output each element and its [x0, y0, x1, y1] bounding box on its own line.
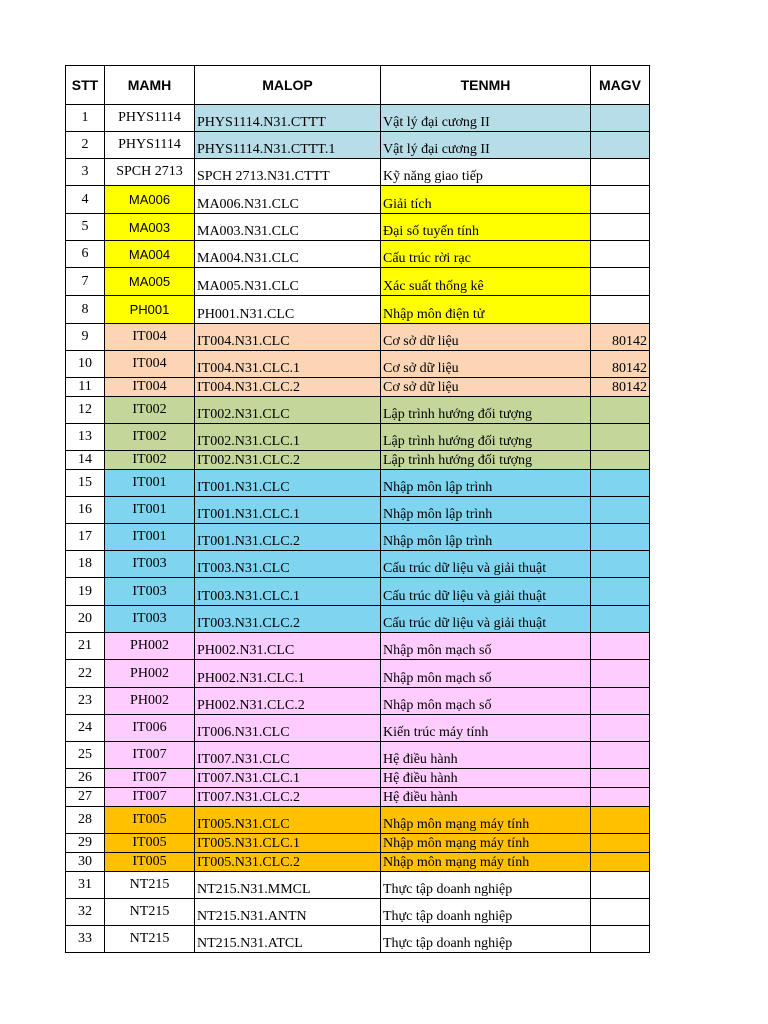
cell-tenmh: Giải tích: [381, 186, 591, 214]
table-row: [66, 159, 650, 186]
cell-mamh: PHYS1114: [105, 105, 195, 132]
cell-mamh: MA006: [105, 186, 195, 214]
cell-malop: IT005.N31.CLC: [195, 807, 381, 834]
cell-stt: 33: [66, 926, 105, 953]
cell-magv: [591, 834, 650, 853]
cell-magv: [591, 633, 650, 660]
table-row: [66, 926, 650, 953]
table-row: [66, 853, 650, 872]
cell-stt: 29: [66, 834, 105, 853]
cell-mamh: IT002: [105, 397, 195, 424]
cell-malop: MA006.N31.CLC: [195, 186, 381, 214]
cell-mamh: MA004: [105, 241, 195, 268]
cell-stt: 20: [66, 606, 105, 633]
cell-stt: 9: [66, 324, 105, 351]
cell-stt: 21: [66, 633, 105, 660]
cell-magv: [591, 899, 650, 926]
cell-malop: IT006.N31.CLC: [195, 715, 381, 742]
cell-tenmh: Vật lý đại cương II: [381, 132, 591, 159]
cell-malop: NT215.N31.ANTN: [195, 899, 381, 926]
cell-magv: [591, 451, 650, 470]
table-row: [66, 214, 650, 241]
cell-magv: [591, 578, 650, 606]
cell-tenmh: Hệ điều hành: [381, 742, 591, 769]
cell-magv: [591, 296, 650, 324]
cell-stt: 23: [66, 688, 105, 715]
cell-mamh: IT004: [105, 378, 195, 397]
table-row: [66, 788, 650, 807]
cell-tenmh: Thực tập doanh nghiệp: [381, 899, 591, 926]
cell-magv: [591, 159, 650, 186]
cell-malop: IT007.N31.CLC.1: [195, 769, 381, 788]
cell-mamh: IT003: [105, 578, 195, 606]
table-row: [66, 397, 650, 424]
cell-mamh: IT001: [105, 497, 195, 524]
cell-stt: 14: [66, 451, 105, 470]
cell-magv: [591, 497, 650, 524]
cell-stt: 2: [66, 132, 105, 159]
table-row: [66, 872, 650, 899]
cell-tenmh: Cơ sở dữ liệu: [381, 378, 591, 397]
cell-malop: IT002.N31.CLC.1: [195, 424, 381, 451]
cell-malop: IT001.N31.CLC.1: [195, 497, 381, 524]
cell-stt: 16: [66, 497, 105, 524]
cell-malop: NT215.N31.ATCL: [195, 926, 381, 953]
cell-mamh: PH001: [105, 296, 195, 324]
cell-malop: SPCH 2713.N31.CTTT: [195, 159, 381, 186]
cell-mamh: IT002: [105, 424, 195, 451]
cell-stt: 8: [66, 296, 105, 324]
table-row: [66, 715, 650, 742]
table-row: [66, 551, 650, 578]
table-row: [66, 899, 650, 926]
cell-stt: 4: [66, 186, 105, 214]
table-row: [66, 497, 650, 524]
table-row: [66, 324, 650, 351]
cell-stt: 28: [66, 807, 105, 834]
table-row: [66, 834, 650, 853]
cell-stt: 11: [66, 378, 105, 397]
cell-tenmh: Lập trình hướng đối tượng: [381, 424, 591, 451]
cell-stt: 3: [66, 159, 105, 186]
cell-tenmh: Thực tập doanh nghiệp: [381, 872, 591, 899]
cell-mamh: IT007: [105, 769, 195, 788]
cell-stt: 31: [66, 872, 105, 899]
cell-tenmh: Nhập môn mạng máy tính: [381, 834, 591, 853]
cell-magv: [591, 268, 650, 296]
table-row: [66, 132, 650, 159]
cell-stt: 5: [66, 214, 105, 241]
cell-mamh: PH002: [105, 660, 195, 688]
cell-malop: IT007.N31.CLC.2: [195, 788, 381, 807]
cell-tenmh: Nhập môn lập trình: [381, 497, 591, 524]
cell-mamh: IT006: [105, 715, 195, 742]
cell-mamh: MA003: [105, 214, 195, 241]
cell-stt: 18: [66, 551, 105, 578]
table-row: [66, 268, 650, 296]
cell-mamh: IT003: [105, 606, 195, 633]
cell-tenmh: Cơ sở dữ liệu: [381, 351, 591, 378]
cell-malop: IT003.N31.CLC.2: [195, 606, 381, 633]
cell-magv: [591, 186, 650, 214]
cell-mamh: IT004: [105, 351, 195, 378]
cell-mamh: NT215: [105, 872, 195, 899]
cell-magv: [591, 397, 650, 424]
cell-malop: PH002.N31.CLC: [195, 633, 381, 660]
cell-tenmh: Cơ sở dữ liệu: [381, 324, 591, 351]
table-row: [66, 296, 650, 324]
cell-stt: 26: [66, 769, 105, 788]
cell-tenmh: Nhập môn mạng máy tính: [381, 807, 591, 834]
cell-magv: [591, 606, 650, 633]
cell-tenmh: Cấu trúc dữ liệu và giải thuật: [381, 578, 591, 606]
table-body: [66, 105, 650, 953]
cell-magv: [591, 769, 650, 788]
table-row: [66, 378, 650, 397]
cell-mamh: IT004: [105, 324, 195, 351]
course-table: [65, 65, 650, 953]
cell-stt: 19: [66, 578, 105, 606]
cell-tenmh: Xác suất thống kê: [381, 268, 591, 296]
cell-mamh: NT215: [105, 926, 195, 953]
header-tenmh: TENMH: [381, 66, 591, 105]
cell-mamh: IT005: [105, 807, 195, 834]
cell-mamh: IT003: [105, 551, 195, 578]
cell-stt: 30: [66, 853, 105, 872]
cell-mamh: PHYS1114: [105, 132, 195, 159]
cell-malop: IT005.N31.CLC.1: [195, 834, 381, 853]
cell-malop: PH002.N31.CLC.2: [195, 688, 381, 715]
cell-magv: [591, 926, 650, 953]
cell-malop: IT003.N31.CLC.1: [195, 578, 381, 606]
cell-tenmh: Thực tập doanh nghiệp: [381, 926, 591, 953]
cell-mamh: IT001: [105, 524, 195, 551]
cell-magv: [591, 872, 650, 899]
cell-magv: 80142: [591, 378, 650, 397]
table-row: [66, 186, 650, 214]
cell-stt: 1: [66, 105, 105, 132]
table-row: [66, 688, 650, 715]
cell-tenmh: Hệ điều hành: [381, 788, 591, 807]
cell-tenmh: Nhập môn mạng máy tính: [381, 853, 591, 872]
cell-stt: 22: [66, 660, 105, 688]
cell-mamh: MA005: [105, 268, 195, 296]
header-stt: STT: [66, 66, 105, 105]
cell-stt: 25: [66, 742, 105, 769]
cell-tenmh: Nhập môn lập trình: [381, 470, 591, 497]
cell-tenmh: Lập trình hướng đối tượng: [381, 451, 591, 470]
cell-mamh: IT005: [105, 853, 195, 872]
cell-malop: IT007.N31.CLC: [195, 742, 381, 769]
cell-stt: 32: [66, 899, 105, 926]
cell-tenmh: Nhập môn lập trình: [381, 524, 591, 551]
cell-magv: [591, 807, 650, 834]
cell-magv: [591, 241, 650, 268]
cell-malop: IT001.N31.CLC: [195, 470, 381, 497]
cell-tenmh: Nhập môn điện tử: [381, 296, 591, 324]
cell-tenmh: Nhập môn mạch số: [381, 688, 591, 715]
table-row: [66, 807, 650, 834]
cell-tenmh: Nhập môn mạch số: [381, 633, 591, 660]
header-mamh: MAMH: [105, 66, 195, 105]
cell-malop: PH002.N31.CLC.1: [195, 660, 381, 688]
table-row: [66, 578, 650, 606]
cell-magv: [591, 742, 650, 769]
cell-malop: IT002.N31.CLC: [195, 397, 381, 424]
cell-magv: [591, 214, 650, 241]
table-row: [66, 451, 650, 470]
cell-malop: MA005.N31.CLC: [195, 268, 381, 296]
table-row: [66, 633, 650, 660]
cell-magv: [591, 105, 650, 132]
cell-malop: PH001.N31.CLC: [195, 296, 381, 324]
cell-mamh: IT007: [105, 742, 195, 769]
table-row: [66, 241, 650, 268]
cell-magv: [591, 788, 650, 807]
table-row: [66, 470, 650, 497]
cell-stt: 12: [66, 397, 105, 424]
cell-tenmh: Nhập môn mạch số: [381, 660, 591, 688]
cell-malop: IT004.N31.CLC.2: [195, 378, 381, 397]
table-row: [66, 660, 650, 688]
cell-malop: PHYS1114.N31.CTTT: [195, 105, 381, 132]
table-row: [66, 351, 650, 378]
table-row: [66, 742, 650, 769]
table-row: [66, 606, 650, 633]
cell-malop: MA003.N31.CLC: [195, 214, 381, 241]
cell-tenmh: Cấu trúc dữ liệu và giải thuật: [381, 551, 591, 578]
table-row: [66, 424, 650, 451]
cell-malop: NT215.N31.MMCL: [195, 872, 381, 899]
cell-magv: [591, 551, 650, 578]
cell-malop: IT004.N31.CLC: [195, 324, 381, 351]
cell-magv: [591, 132, 650, 159]
cell-magv: [591, 715, 650, 742]
cell-tenmh: Kỹ năng giao tiếp: [381, 159, 591, 186]
cell-tenmh: Cấu trúc rời rạc: [381, 241, 591, 268]
cell-tenmh: Đại số tuyến tính: [381, 214, 591, 241]
table-row: [66, 105, 650, 132]
cell-magv: [591, 470, 650, 497]
cell-magv: [591, 853, 650, 872]
header-malop: MALOP: [195, 66, 381, 105]
cell-stt: 17: [66, 524, 105, 551]
cell-malop: IT002.N31.CLC.2: [195, 451, 381, 470]
cell-stt: 15: [66, 470, 105, 497]
cell-malop: IT005.N31.CLC.2: [195, 853, 381, 872]
cell-stt: 13: [66, 424, 105, 451]
cell-mamh: IT007: [105, 788, 195, 807]
cell-malop: IT003.N31.CLC: [195, 551, 381, 578]
cell-malop: MA004.N31.CLC: [195, 241, 381, 268]
cell-tenmh: Hệ điều hành: [381, 769, 591, 788]
cell-mamh: NT215: [105, 899, 195, 926]
cell-magv: [591, 524, 650, 551]
cell-tenmh: Lập trình hướng đối tượng: [381, 397, 591, 424]
cell-magv: 80142: [591, 324, 650, 351]
cell-magv: [591, 424, 650, 451]
cell-mamh: IT001: [105, 470, 195, 497]
cell-mamh: IT005: [105, 834, 195, 853]
cell-tenmh: Cấu trúc dữ liệu và giải thuật: [381, 606, 591, 633]
cell-stt: 7: [66, 268, 105, 296]
cell-magv: 80142: [591, 351, 650, 378]
header-magv: MAGV: [591, 66, 650, 105]
table-row: [66, 769, 650, 788]
cell-tenmh: Kiến trúc máy tính: [381, 715, 591, 742]
cell-mamh: IT002: [105, 451, 195, 470]
cell-malop: PHYS1114.N31.CTTT.1: [195, 132, 381, 159]
cell-stt: 6: [66, 241, 105, 268]
cell-malop: IT004.N31.CLC.1: [195, 351, 381, 378]
cell-malop: IT001.N31.CLC.2: [195, 524, 381, 551]
cell-tenmh: Vật lý đại cương II: [381, 105, 591, 132]
cell-mamh: PH002: [105, 688, 195, 715]
cell-stt: 10: [66, 351, 105, 378]
cell-magv: [591, 688, 650, 715]
cell-magv: [591, 660, 650, 688]
cell-mamh: SPCH 2713: [105, 159, 195, 186]
table-row: [66, 524, 650, 551]
cell-mamh: PH002: [105, 633, 195, 660]
header-row: [66, 66, 650, 105]
cell-stt: 27: [66, 788, 105, 807]
cell-stt: 24: [66, 715, 105, 742]
